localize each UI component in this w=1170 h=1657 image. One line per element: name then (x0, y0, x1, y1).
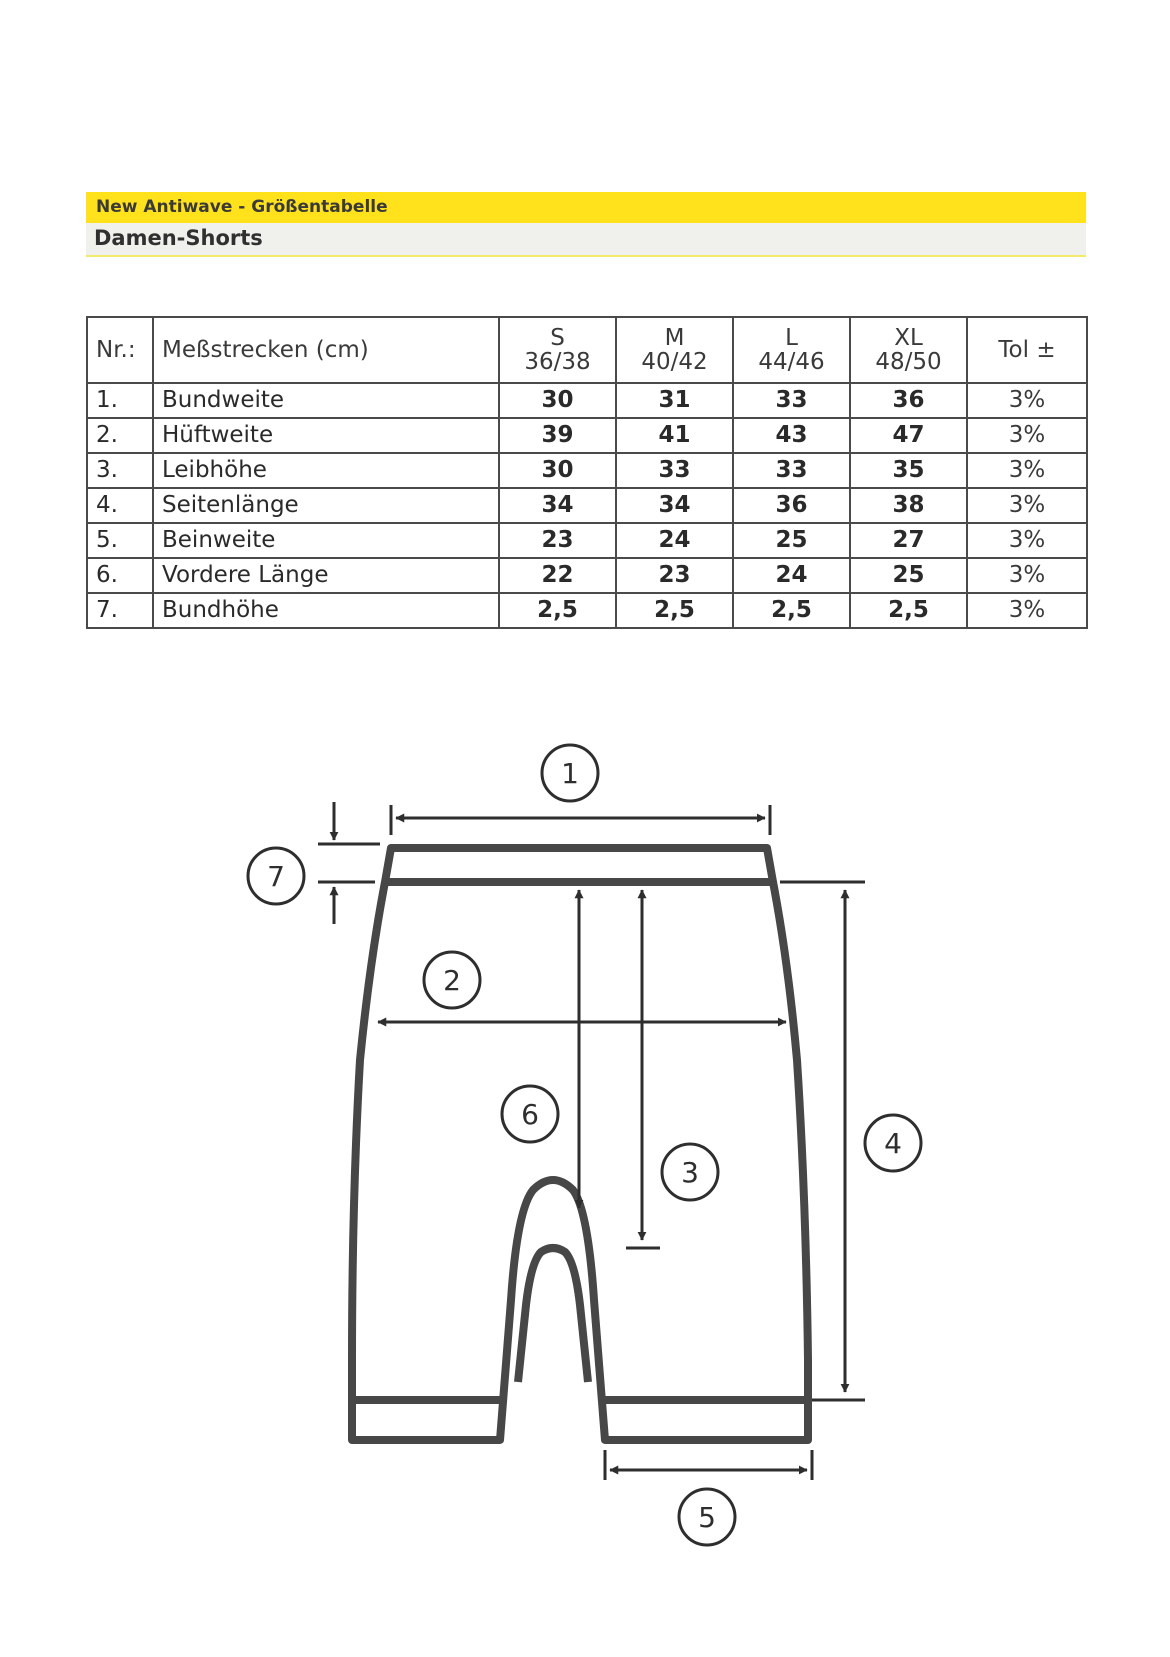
value-cell: 25 (850, 558, 967, 593)
value-cell: 39 (499, 418, 616, 453)
value-cell: 30 (499, 383, 616, 418)
tolerance-cell: 3% (967, 488, 1087, 523)
shorts-diagram (0, 700, 1170, 1550)
marker-3 (662, 1144, 718, 1200)
value-cell: 43 (733, 418, 850, 453)
column-header-size-s (499, 317, 616, 383)
value-cell: 30 (499, 453, 616, 488)
measurement-name: Hüftweite (153, 418, 499, 453)
row-number: 6. (87, 558, 153, 593)
value-cell: 34 (499, 488, 616, 523)
table-row (87, 488, 1087, 523)
value-cell: 24 (616, 523, 733, 558)
value-cell: 22 (499, 558, 616, 593)
table-row (87, 418, 1087, 453)
row-number: 3. (87, 453, 153, 488)
size-range: 44/46 (758, 349, 825, 375)
row-number: 1. (87, 383, 153, 418)
value-cell: 33 (616, 453, 733, 488)
value-cell: 27 (850, 523, 967, 558)
marker-4 (865, 1115, 921, 1171)
table-row (87, 383, 1087, 418)
measurement-name: Bundhöhe (153, 593, 499, 628)
value-cell: 35 (850, 453, 967, 488)
measurement-name: Leibhöhe (153, 453, 499, 488)
row-number: 4. (87, 488, 153, 523)
tolerance-cell: 3% (967, 418, 1087, 453)
value-cell: 33 (733, 453, 850, 488)
marker-2 (424, 952, 480, 1008)
value-cell: 2,5 (499, 593, 616, 628)
value-cell: 2,5 (850, 593, 967, 628)
size-table (86, 316, 1088, 629)
size-range: 36/38 (524, 349, 591, 375)
measurement-name: Bundweite (153, 383, 499, 418)
table-row (87, 523, 1087, 558)
value-cell: 36 (850, 383, 967, 418)
table-header-row (87, 317, 1087, 383)
row-number: 7. (87, 593, 153, 628)
measurement-name: Beinweite (153, 523, 499, 558)
marker-label: 2 (443, 964, 461, 997)
measurement-name: Vordere Länge (153, 558, 499, 593)
size-label: S (550, 324, 565, 351)
value-cell: 36 (733, 488, 850, 523)
value-cell: 38 (850, 488, 967, 523)
tolerance-cell: 3% (967, 453, 1087, 488)
marker-1 (542, 745, 598, 801)
column-header-tolerance: Tol ± (967, 317, 1087, 383)
value-cell: 2,5 (733, 593, 850, 628)
value-cell: 41 (616, 418, 733, 453)
row-number: 2. (87, 418, 153, 453)
value-cell: 47 (850, 418, 967, 453)
marker-label: 7 (267, 860, 285, 893)
marker-label: 3 (681, 1156, 699, 1189)
row-number: 5. (87, 523, 153, 558)
column-header-size-xl (850, 317, 967, 383)
size-range: 40/42 (641, 349, 708, 375)
size-label: XL (894, 324, 923, 351)
value-cell: 31 (616, 383, 733, 418)
crotch-inner-seam (518, 1248, 588, 1382)
tolerance-cell: 3% (967, 593, 1087, 628)
table-row (87, 593, 1087, 628)
value-cell: 33 (733, 383, 850, 418)
marker-5 (679, 1489, 735, 1545)
value-cell: 34 (616, 488, 733, 523)
size-label: L (785, 324, 798, 351)
tolerance-cell: 3% (967, 523, 1087, 558)
measurement-name: Seitenlänge (153, 488, 499, 523)
page-title: Damen-Shorts (94, 226, 263, 250)
value-cell: 2,5 (616, 593, 733, 628)
column-header-size-l (733, 317, 850, 383)
brand-title: New Antiwave - Größentabelle (96, 197, 388, 217)
table-row (87, 453, 1087, 488)
tolerance-cell: 3% (967, 558, 1087, 593)
size-label: M (664, 324, 685, 351)
marker-label: 5 (698, 1501, 716, 1534)
size-range: 48/50 (875, 349, 942, 375)
marker-label: 6 (521, 1098, 539, 1131)
marker-7 (248, 848, 304, 904)
value-cell: 24 (733, 558, 850, 593)
column-header-size-m (616, 317, 733, 383)
tolerance-cell: 3% (967, 383, 1087, 418)
value-cell: 23 (616, 558, 733, 593)
value-cell: 25 (733, 523, 850, 558)
marker-label: 1 (561, 757, 579, 790)
column-header-nr: Nr.: (87, 317, 153, 383)
value-cell: 23 (499, 523, 616, 558)
marker-6 (502, 1086, 558, 1142)
column-header-measurement: Meßstrecken (cm) (153, 317, 499, 383)
table-row (87, 558, 1087, 593)
marker-label: 4 (884, 1127, 902, 1160)
